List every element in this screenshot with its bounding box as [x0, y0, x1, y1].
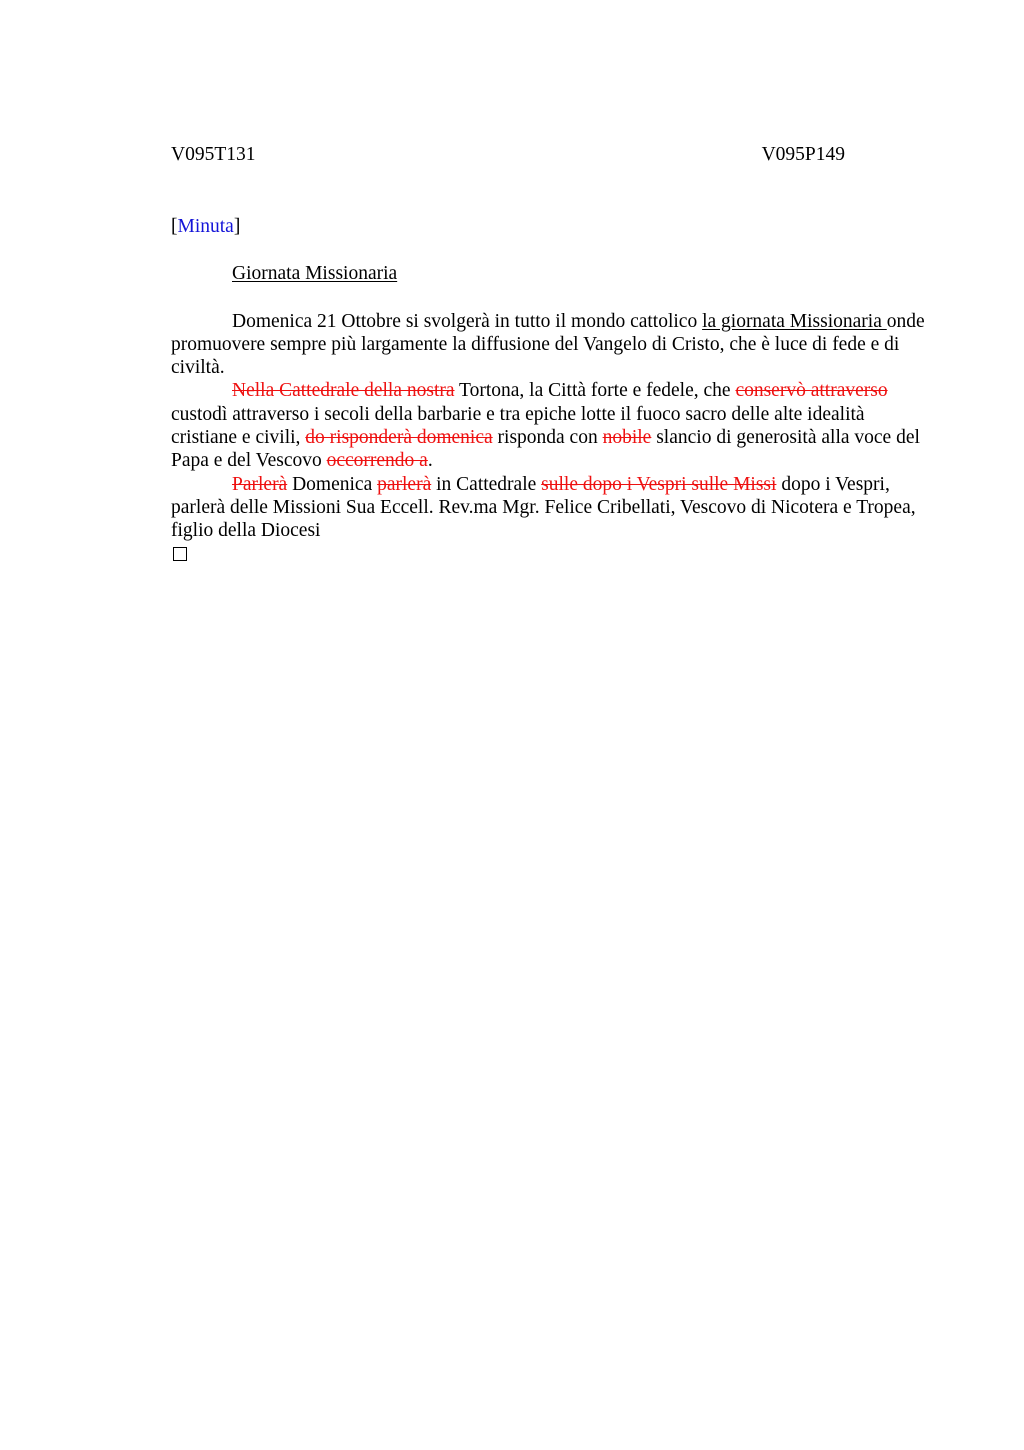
paragraph-2 — [171, 379, 931, 472]
reference-left: V095T131 — [171, 144, 256, 165]
title-text: Giornata Missionaria — [232, 263, 398, 285]
p1-text-2: onde promuovere sempre più largamente la diffusione del Vangelo di Cristo, che è luce di fede e di civiltà. — [171, 310, 925, 379]
p2-text-5: . — [427, 450, 433, 472]
p3-deleted-1: Parlerà — [232, 473, 288, 495]
document-type-label — [171, 215, 931, 238]
reference-header — [171, 143, 845, 167]
p3-text-3: dopo i Vespri, parlerà delle Missioni Sua Eccell. Rev.ma Mgr. Felice Cribellati, Vescovo di Nicotera e Tropea, figlio della Diocesi — [171, 473, 916, 542]
p3-deleted-3: sulle dopo i Vespri sulle Missi — [541, 473, 777, 495]
paragraph-3 — [171, 473, 931, 543]
p3-text-1: Domenica — [287, 473, 378, 495]
paragraph-1 — [171, 310, 931, 380]
reference-right: V095P149 — [761, 144, 845, 165]
p2-deleted-5: occorrendo a — [326, 450, 428, 472]
label-open-bracket: [ — [171, 216, 178, 237]
p2-deleted-4: nobile — [602, 427, 652, 449]
p2-text-2: custodì attraverso i secoli della barbarie e tra epiche lotte il fuoco sacro delle alte idealità cristiane e civili, — [171, 403, 865, 449]
p1-text-1: Domenica 21 Ottobre si svolgerà in tutto il mondo cattolico — [232, 310, 703, 332]
label-text: Minuta — [177, 216, 234, 237]
p3-deleted-2: parlerà — [377, 473, 432, 495]
p1-underlined-text: la giornata Missionaria — [702, 310, 887, 332]
p3-text-2: in Cattedrale — [431, 473, 542, 495]
p2-text-1: Tortona, la Città forte e fedele, che — [454, 380, 736, 402]
p2-text-3: risponda con — [492, 427, 603, 449]
end-marker-box-icon — [173, 547, 187, 561]
p2-text-4: slancio di generosità alla voce del Papa e del Vescovo — [171, 427, 920, 472]
label-close-bracket: ] — [233, 216, 241, 237]
document-page — [171, 143, 931, 561]
p2-deleted-2: conservò attraverso — [735, 380, 888, 402]
document-title — [171, 262, 931, 285]
p2-deleted-3: do risponderà domenica — [305, 427, 493, 449]
p2-deleted-1: Nella Cattedrale della nostra — [232, 380, 455, 402]
